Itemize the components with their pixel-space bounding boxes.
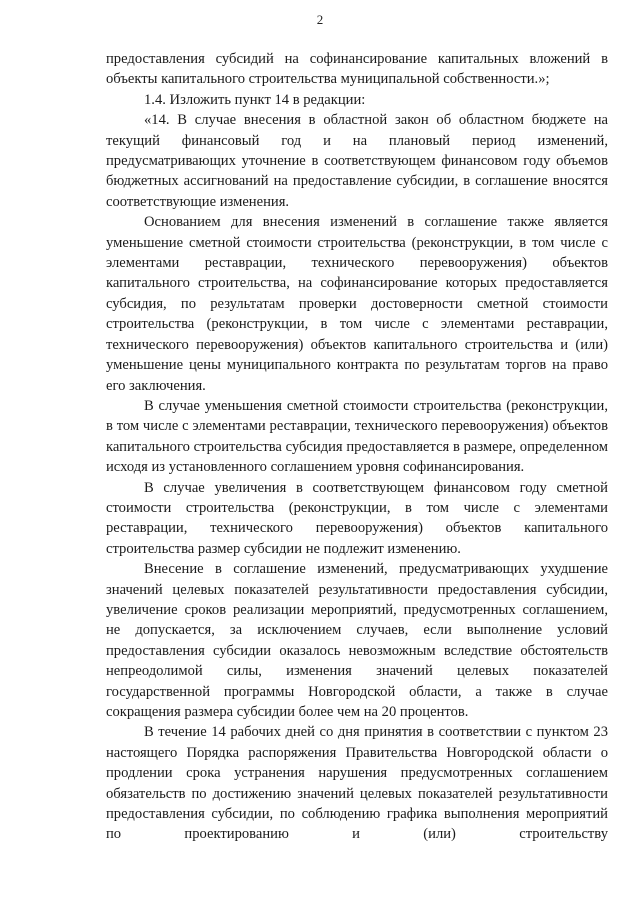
paragraph-point-14: «14. В случае внесения в областной закон об областном бюджете на текущий финансовый год и на плановый период изменений, предусматривающих уточнение в соответствующем финансовом году объемов бюджетных ассигнований на предоставление субсидии, в соглашение вносятся соответствующие изменения. [106, 112, 608, 210]
paragraph-continuation: предоставления субсидий на софинансирование капитальных вложений в объекты капитального строительства муниципальной собственности.»; [106, 51, 608, 88]
paragraph-deterioration-prohibited: Внесение в соглашение изменений, предусматривающих ухудшение значений целевых показателей результативности предоставления субсидии, увеличение сроков реализации мероприятий, предусмотренных соглашением, не допускается, за исключением случаев, если выполнение условий предоставления субсидии оказалось невозможным вследствие обстоятельств непреодолимой силы, изменения значений целевых показателей государственной программы Новгородской области, а также в случае сокращения размера субсидии более чем на 20 процентов. [106, 561, 608, 720]
paragraph-cost-decrease: В случае уменьшения сметной стоимости строительства (реконструкции, в том числе с элементами реставрации, технического перевооружения) объектов капитального строительства субсидия предоставляется в размере, определенном исходя из установленного соглашением уровня софинансирования. [106, 397, 608, 476]
document-body [106, 49, 608, 845]
paragraph-grounds-for-changes: Основанием для внесения изменений в соглашение также является уменьшение сметной стоимости строительства (реконструкции, в том числе с элементами реставрации, технического перевооружения) объектов капитального строительства, на софинансирование которых предоставляется субсидия, по результатам проверки достоверности сметной стоимости строительства (реконструкции, в том числе с элементами реставрации, технического перевооружения) объектов капитального строительства и (или) уменьшение цены муниципального контракта по результатам торгов на право его заключения. [106, 214, 608, 394]
paragraph-item-1-4: 1.4. Изложить пункт 14 в редакции: [144, 91, 366, 108]
paragraph-14-working-days: В течение 14 рабочих дней со дня принятия в соответствии с пунктом 23 настоящего Порядка распоряжения Правительства Новгородской области о продлении срока устранения нарушения предусмотренных соглашением обязательств по достижению значений целевых показателей результативности предоставления субсидии, по соблюдению графика выполнения мероприятий по проектированию и (или) строительству [106, 724, 608, 843]
paragraph-cost-increase: В случае увеличения в соответствующем финансовом году сметной стоимости строительства (реконструкции, в том числе с элементами реставрации, технического перевооружения) объектов капитального строительства размер субсидии не подлежит изменению. [106, 479, 608, 557]
page-number: 2 [316, 12, 324, 27]
